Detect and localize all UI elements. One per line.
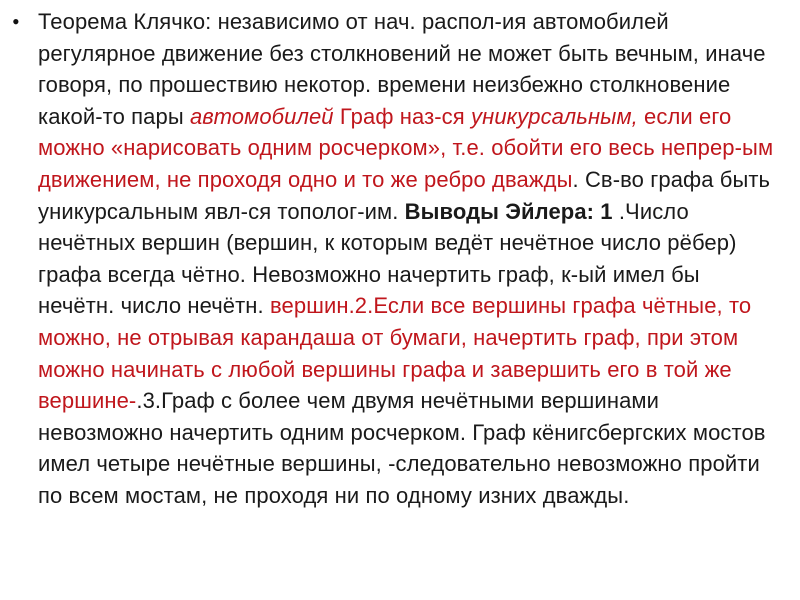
topology-text: . Св-во графа быть уникурсальным явл-ся тополог-им. xyxy=(38,166,771,224)
term-avtomobiley: автомобилей xyxy=(189,103,334,129)
term-unicursal: уникурсальным, xyxy=(471,103,638,129)
theorem-text xyxy=(38,6,778,512)
graph-definition-start: Граф наз-ся xyxy=(333,103,472,129)
euler-conclusions-heading: Выводы Эйлера: 1 xyxy=(404,198,613,224)
bullet-marker: • xyxy=(12,9,20,34)
graph-definition-text: если его можно «нарисовать одним росчерком», т.е. обойти его весь непрер-ым движением, не проходя одно и то же ребро дважды xyxy=(38,103,774,192)
conclusion-3-text: .3.Граф с более чем двумя нечётными вершинами невозможно начертить одним росчерком. Граф кёнигсбергских мостов имел четыре нечётные вершины, -следовательно невозможно пройти по всем мостам, не проходя ни по одному изних дважды. xyxy=(38,388,766,508)
conclusion-1-text: .Число нечётных вершин (вершин, к которым ведёт нечётное число рёбер) графа всегда чётно. Невозможно начертить граф, к-ый имел бы нечётн. число нечётн. xyxy=(38,198,737,319)
bullet-item xyxy=(12,6,778,512)
conclusion-2-text: вершин.2.Если все вершины графа чётные, то можно, не отрывая карандаша от бумаги, начертить граф, при этом можно начинать с любой вершины графа и завершить его в той же вершине- xyxy=(38,293,752,414)
intro-text: Теорема Клячко: независимо от нач. распол-ия автомобилей регулярное движение без столкновений не может быть вечным, иначе говоря, по прошествию некотор. времени неизбежно столкновение какой-то пары xyxy=(38,9,766,129)
